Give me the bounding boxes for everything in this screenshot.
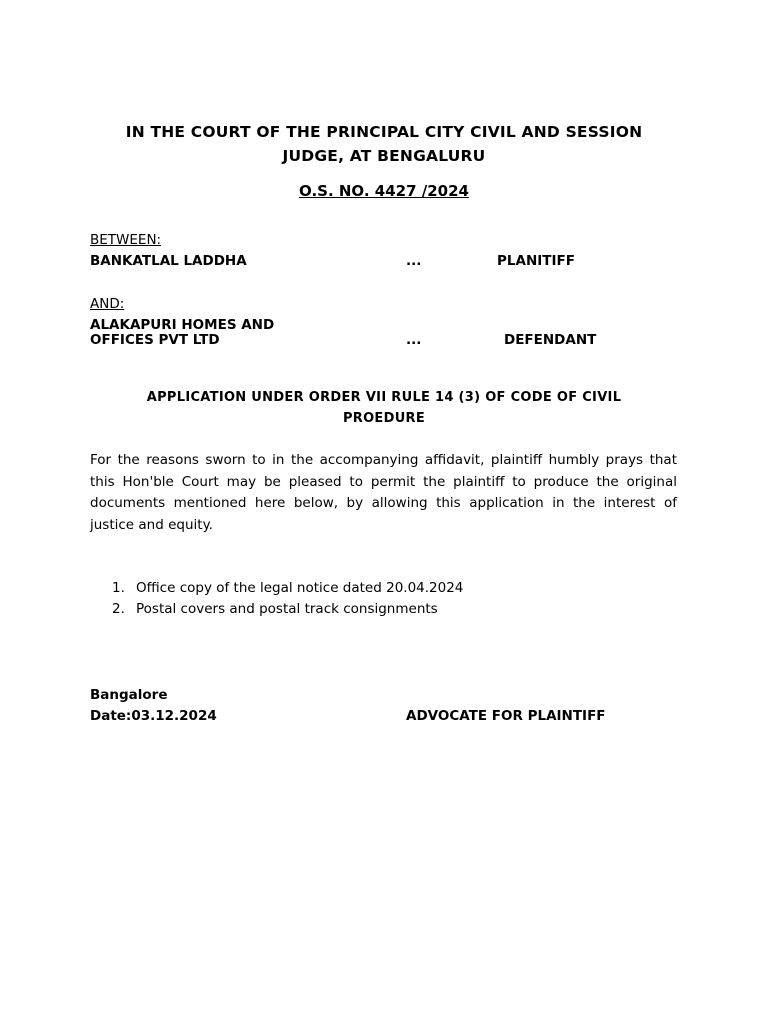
list-item	[112, 599, 463, 620]
plaintiff-separator: ...	[406, 253, 422, 269]
court-heading-line2: JUDGE, AT BENGALURU	[282, 147, 486, 165]
footer-signatory: ADVOCATE FOR PLAINTIFF	[406, 708, 606, 724]
court-heading-line1: IN THE COURT OF THE PRINCIPAL CITY CIVIL AND SESSION	[125, 123, 643, 141]
between-label: BETWEEN:	[90, 232, 162, 248]
footer-date: Date:03.12.2024	[90, 708, 217, 724]
court-heading	[90, 120, 678, 168]
defendant-role: DEFENDANT	[504, 332, 597, 348]
plaintiff-name: BANKATLAL LADDHA	[90, 253, 247, 269]
footer-place: Bangalore	[90, 687, 168, 703]
defendant-name-line1: ALAKAPURI HOMES AND	[90, 317, 275, 333]
body-paragraph: For the reasons sworn to in the accompanying affidavit, plaintiff humbly prays that this Hon'ble Court may be pleased to permit the plaintiff to produce the original documents mentioned here below, by allowing this application in the interest of justice and equity.	[90, 452, 677, 533]
list-item-number: 2.	[112, 601, 125, 617]
defendant-separator: ...	[406, 332, 422, 348]
application-title-line2: PROEDURE	[342, 411, 426, 426]
list-item-text: Postal covers and postal track consignments	[136, 601, 438, 617]
defendant-name-line2: OFFICES PVT LTD	[90, 332, 220, 348]
plaintiff-role: PLANITIFF	[497, 253, 575, 269]
documents-list	[112, 578, 463, 620]
list-item-number: 1.	[112, 580, 125, 596]
list-item	[112, 578, 463, 599]
list-item-text: Office copy of the legal notice dated 20.04.2024	[136, 580, 464, 596]
application-title-line1: APPLICATION UNDER ORDER VII RULE 14 (3) OF CODE OF CIVIL	[146, 390, 622, 405]
and-label: AND:	[90, 296, 125, 312]
case-number: O.S. NO. 4427 /2024	[299, 182, 469, 200]
application-title	[90, 387, 678, 429]
